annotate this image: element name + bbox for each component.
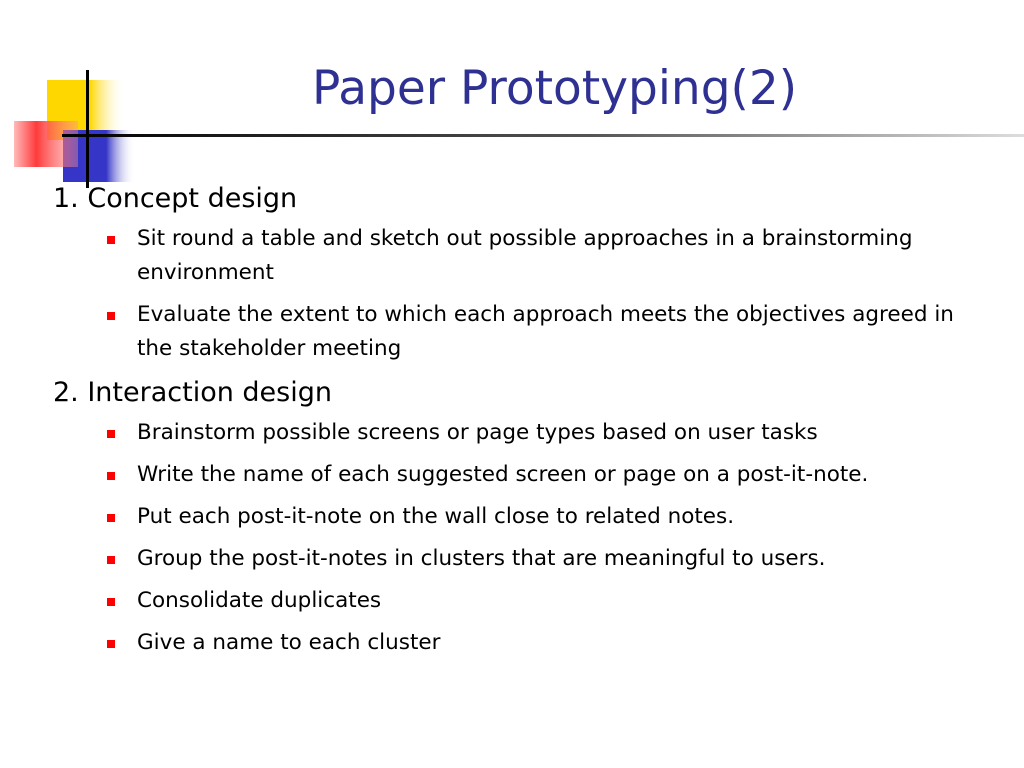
bullet-text: Evaluate the extent to which each approach meets the objectives agreed in the stakeholder meeting [137, 302, 954, 361]
bullet-text: Brainstorm possible screens or page types based on user tasks [137, 420, 818, 445]
bullet-square-icon [107, 472, 115, 480]
list-item [53, 416, 993, 450]
bullet-text: Sit round a table and sketch out possible approaches in a brainstorming environment [137, 226, 913, 285]
bullet-text: Write the name of each suggested screen or page on a post-it-note. [137, 462, 869, 487]
horizontal-rule [62, 134, 1024, 137]
bullet-text: Put each post-it-note on the wall close to related notes. [137, 504, 735, 529]
vertical-rule [86, 70, 89, 188]
list-item [53, 500, 993, 534]
bullet-list [53, 222, 993, 366]
bullet-square-icon [107, 640, 115, 648]
section-heading: 2. Interaction design [53, 377, 332, 408]
bullet-square-icon [107, 514, 115, 522]
list-item [53, 458, 993, 492]
bullet-text: Consolidate duplicates [137, 588, 382, 613]
bullet-square-icon [107, 598, 115, 606]
bullet-square-icon [107, 312, 115, 320]
bullet-text: Give a name to each cluster [137, 630, 441, 655]
section-concept-design [53, 180, 993, 366]
list-item [53, 298, 993, 366]
bullet-square-icon [107, 236, 115, 244]
bullet-square-icon [107, 556, 115, 564]
bullet-list [53, 416, 993, 660]
list-item [53, 626, 993, 660]
bullet-text: Group the post-it-notes in clusters that are meaningful to users. [137, 546, 826, 571]
slide-body [53, 180, 993, 668]
section-heading: 1. Concept design [53, 183, 298, 214]
red-square [14, 121, 78, 167]
bullet-square-icon [107, 430, 115, 438]
list-item [53, 222, 993, 290]
slide-title: Paper Prototyping(2) [312, 61, 798, 116]
section-interaction-design [53, 374, 993, 660]
list-item [53, 542, 993, 576]
list-item [53, 584, 993, 618]
